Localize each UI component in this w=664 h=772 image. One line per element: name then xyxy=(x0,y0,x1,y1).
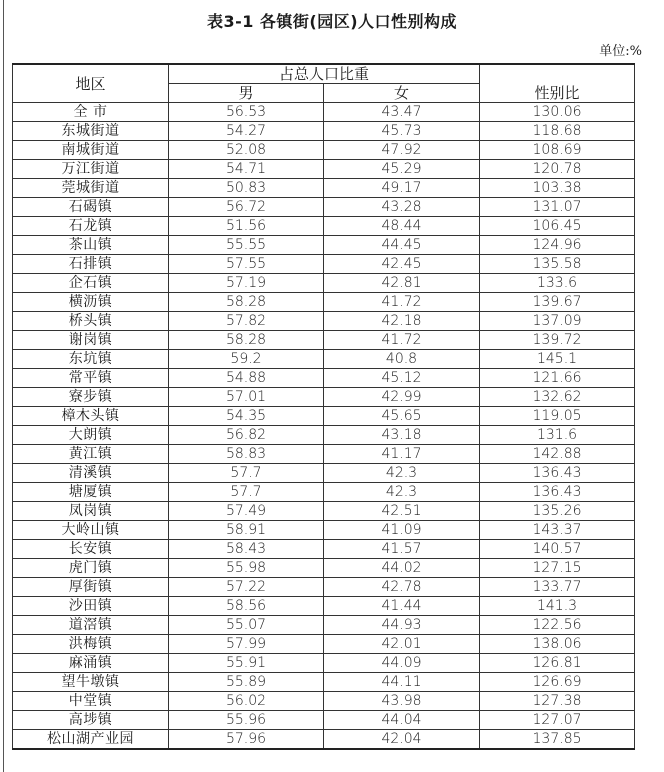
table-body xyxy=(13,103,635,750)
male-share-cell: 58.91 xyxy=(169,521,324,540)
female-share-cell: 41.72 xyxy=(324,293,480,312)
table-row xyxy=(13,407,635,426)
male-share-cell: 51.56 xyxy=(169,217,324,236)
region-cell: 万江街道 xyxy=(13,160,169,179)
sex-ratio-cell: 132.62 xyxy=(480,388,635,407)
region-cell: 企石镇 xyxy=(13,274,169,293)
region-cell: 石碣镇 xyxy=(13,198,169,217)
table-row xyxy=(13,597,635,616)
table-row xyxy=(13,160,635,179)
sex-ratio-cell: 131.6 xyxy=(480,426,635,445)
region-cell: 石龙镇 xyxy=(13,217,169,236)
female-share-cell: 43.98 xyxy=(324,692,480,711)
region-cell: 大岭山镇 xyxy=(13,521,169,540)
sex-ratio-cell: 137.09 xyxy=(480,312,635,331)
female-share-cell: 42.45 xyxy=(324,255,480,274)
male-share-cell: 57.22 xyxy=(169,578,324,597)
female-share-cell: 44.02 xyxy=(324,559,480,578)
male-share-cell: 57.01 xyxy=(169,388,324,407)
sex-ratio-cell: 126.81 xyxy=(480,654,635,673)
table-row xyxy=(13,293,635,312)
region-cell: 高埗镇 xyxy=(13,711,169,730)
female-share-cell: 41.72 xyxy=(324,331,480,350)
region-cell: 塘厦镇 xyxy=(13,483,169,502)
sex-ratio-cell: 137.85 xyxy=(480,730,635,750)
female-share-cell: 44.09 xyxy=(324,654,480,673)
male-share-cell: 54.27 xyxy=(169,122,324,141)
female-share-cell: 45.12 xyxy=(324,369,480,388)
unit-label: 单位:% xyxy=(599,44,642,59)
table-title: 表3-1 各镇街(园区)人口性别构成 xyxy=(206,12,458,31)
table-row xyxy=(13,426,635,445)
header-male: 男 xyxy=(169,84,324,103)
header-share-group: 占总人口比重 xyxy=(169,64,480,84)
table-row xyxy=(13,103,635,122)
sex-ratio-cell: 143.37 xyxy=(480,521,635,540)
table-row xyxy=(13,274,635,293)
table-row xyxy=(13,312,635,331)
region-cell: 麻涌镇 xyxy=(13,654,169,673)
table-row xyxy=(13,521,635,540)
sex-ratio-cell: 145.1 xyxy=(480,350,635,369)
table-row xyxy=(13,350,635,369)
male-share-cell: 57.96 xyxy=(169,730,324,750)
table-row xyxy=(13,502,635,521)
male-share-cell: 58.43 xyxy=(169,540,324,559)
male-share-cell: 58.83 xyxy=(169,445,324,464)
region-cell: 茶山镇 xyxy=(13,236,169,255)
table-row xyxy=(13,388,635,407)
region-cell: 桥头镇 xyxy=(13,312,169,331)
sex-ratio-cell: 127.38 xyxy=(480,692,635,711)
female-share-cell: 42.3 xyxy=(324,464,480,483)
sex-ratio-cell: 118.68 xyxy=(480,122,635,141)
table-row xyxy=(13,369,635,388)
region-cell: 凤岗镇 xyxy=(13,502,169,521)
sex-ratio-cell: 131.07 xyxy=(480,198,635,217)
male-share-cell: 55.96 xyxy=(169,711,324,730)
male-share-cell: 55.55 xyxy=(169,236,324,255)
sex-ratio-cell: 130.06 xyxy=(480,103,635,122)
female-share-cell: 49.17 xyxy=(324,179,480,198)
female-share-cell: 44.04 xyxy=(324,711,480,730)
female-share-cell: 48.44 xyxy=(324,217,480,236)
male-share-cell: 57.49 xyxy=(169,502,324,521)
sex-ratio-cell: 139.67 xyxy=(480,293,635,312)
table-row xyxy=(13,179,635,198)
female-share-cell: 44.11 xyxy=(324,673,480,692)
male-share-cell: 55.91 xyxy=(169,654,324,673)
page-margin-rule xyxy=(3,0,4,772)
region-cell: 常平镇 xyxy=(13,369,169,388)
sex-ratio-cell: 133.77 xyxy=(480,578,635,597)
male-share-cell: 55.98 xyxy=(169,559,324,578)
region-cell: 樟木头镇 xyxy=(13,407,169,426)
table-row xyxy=(13,122,635,141)
male-share-cell: 56.53 xyxy=(169,103,324,122)
region-cell: 谢岗镇 xyxy=(13,331,169,350)
male-share-cell: 57.19 xyxy=(169,274,324,293)
table-row xyxy=(13,141,635,160)
table-row xyxy=(13,559,635,578)
sex-ratio-cell: 103.38 xyxy=(480,179,635,198)
region-cell: 中堂镇 xyxy=(13,692,169,711)
male-share-cell: 57.99 xyxy=(169,635,324,654)
female-share-cell: 42.51 xyxy=(324,502,480,521)
male-share-cell: 56.72 xyxy=(169,198,324,217)
male-share-cell: 50.83 xyxy=(169,179,324,198)
male-share-cell: 56.82 xyxy=(169,426,324,445)
table-row xyxy=(13,540,635,559)
table-row xyxy=(13,483,635,502)
region-cell: 沙田镇 xyxy=(13,597,169,616)
region-cell: 东城街道 xyxy=(13,122,169,141)
table-row xyxy=(13,711,635,730)
female-share-cell: 41.57 xyxy=(324,540,480,559)
region-cell: 虎门镇 xyxy=(13,559,169,578)
female-share-cell: 43.28 xyxy=(324,198,480,217)
female-share-cell: 41.09 xyxy=(324,521,480,540)
header-sex-ratio: 性别比 xyxy=(480,64,635,103)
sex-ratio-cell: 142.88 xyxy=(480,445,635,464)
male-share-cell: 54.71 xyxy=(169,160,324,179)
female-share-cell: 42.3 xyxy=(324,483,480,502)
sex-ratio-cell: 140.57 xyxy=(480,540,635,559)
sex-ratio-cell: 121.66 xyxy=(480,369,635,388)
male-share-cell: 58.28 xyxy=(169,293,324,312)
header-female: 女 xyxy=(324,84,480,103)
sex-ratio-cell: 126.69 xyxy=(480,673,635,692)
sex-ratio-cell: 133.6 xyxy=(480,274,635,293)
table-row xyxy=(13,654,635,673)
female-share-cell: 42.99 xyxy=(324,388,480,407)
region-cell: 莞城街道 xyxy=(13,179,169,198)
sex-ratio-cell: 141.3 xyxy=(480,597,635,616)
table-row xyxy=(13,673,635,692)
female-share-cell: 43.18 xyxy=(324,426,480,445)
table-row xyxy=(13,616,635,635)
male-share-cell: 54.88 xyxy=(169,369,324,388)
region-cell: 道滘镇 xyxy=(13,616,169,635)
female-share-cell: 44.93 xyxy=(324,616,480,635)
table-row xyxy=(13,236,635,255)
female-share-cell: 42.81 xyxy=(324,274,480,293)
male-share-cell: 57.7 xyxy=(169,464,324,483)
female-share-cell: 43.47 xyxy=(324,103,480,122)
sex-ratio-cell: 138.06 xyxy=(480,635,635,654)
female-share-cell: 42.78 xyxy=(324,578,480,597)
region-cell: 大朗镇 xyxy=(13,426,169,445)
region-cell: 石排镇 xyxy=(13,255,169,274)
sex-ratio-cell: 136.43 xyxy=(480,464,635,483)
male-share-cell: 55.07 xyxy=(169,616,324,635)
female-share-cell: 47.92 xyxy=(324,141,480,160)
male-share-cell: 58.56 xyxy=(169,597,324,616)
sex-ratio-cell: 122.56 xyxy=(480,616,635,635)
female-share-cell: 42.04 xyxy=(324,730,480,750)
male-share-cell: 55.89 xyxy=(169,673,324,692)
female-share-cell: 42.18 xyxy=(324,312,480,331)
female-share-cell: 44.45 xyxy=(324,236,480,255)
male-share-cell: 59.2 xyxy=(169,350,324,369)
male-share-cell: 58.28 xyxy=(169,331,324,350)
female-share-cell: 41.44 xyxy=(324,597,480,616)
table-row xyxy=(13,578,635,597)
region-cell: 洪梅镇 xyxy=(13,635,169,654)
sex-ratio-cell: 136.43 xyxy=(480,483,635,502)
male-share-cell: 56.02 xyxy=(169,692,324,711)
region-cell: 清溪镇 xyxy=(13,464,169,483)
region-cell: 全 市 xyxy=(13,103,169,122)
sex-ratio-cell: 127.15 xyxy=(480,559,635,578)
sex-ratio-cell: 124.96 xyxy=(480,236,635,255)
table-row xyxy=(13,331,635,350)
male-share-cell: 52.08 xyxy=(169,141,324,160)
male-share-cell: 57.7 xyxy=(169,483,324,502)
male-share-cell: 57.55 xyxy=(169,255,324,274)
table-row xyxy=(13,445,635,464)
male-share-cell: 54.35 xyxy=(169,407,324,426)
table-row xyxy=(13,217,635,236)
table-row xyxy=(13,198,635,217)
sex-ratio-cell: 139.72 xyxy=(480,331,635,350)
table-row xyxy=(13,692,635,711)
region-cell: 厚街镇 xyxy=(13,578,169,597)
region-cell: 黄江镇 xyxy=(13,445,169,464)
sex-ratio-cell: 119.05 xyxy=(480,407,635,426)
sex-ratio-cell: 127.07 xyxy=(480,711,635,730)
population-sex-table xyxy=(12,63,635,750)
region-cell: 南城街道 xyxy=(13,141,169,160)
sex-ratio-cell: 120.78 xyxy=(480,160,635,179)
region-cell: 长安镇 xyxy=(13,540,169,559)
male-share-cell: 57.82 xyxy=(169,312,324,331)
table-row xyxy=(13,730,635,750)
region-cell: 东坑镇 xyxy=(13,350,169,369)
table-row xyxy=(13,255,635,274)
sex-ratio-cell: 108.69 xyxy=(480,141,635,160)
region-cell: 松山湖产业园 xyxy=(13,730,169,750)
female-share-cell: 45.29 xyxy=(324,160,480,179)
region-cell: 望牛墩镇 xyxy=(13,673,169,692)
sex-ratio-cell: 135.58 xyxy=(480,255,635,274)
table-row xyxy=(13,464,635,483)
female-share-cell: 45.65 xyxy=(324,407,480,426)
table-row xyxy=(13,635,635,654)
header-region: 地区 xyxy=(13,64,169,103)
female-share-cell: 45.73 xyxy=(324,122,480,141)
female-share-cell: 40.8 xyxy=(324,350,480,369)
region-cell: 横沥镇 xyxy=(13,293,169,312)
region-cell: 寮步镇 xyxy=(13,388,169,407)
sex-ratio-cell: 135.26 xyxy=(480,502,635,521)
female-share-cell: 42.01 xyxy=(324,635,480,654)
sex-ratio-cell: 106.45 xyxy=(480,217,635,236)
female-share-cell: 41.17 xyxy=(324,445,480,464)
